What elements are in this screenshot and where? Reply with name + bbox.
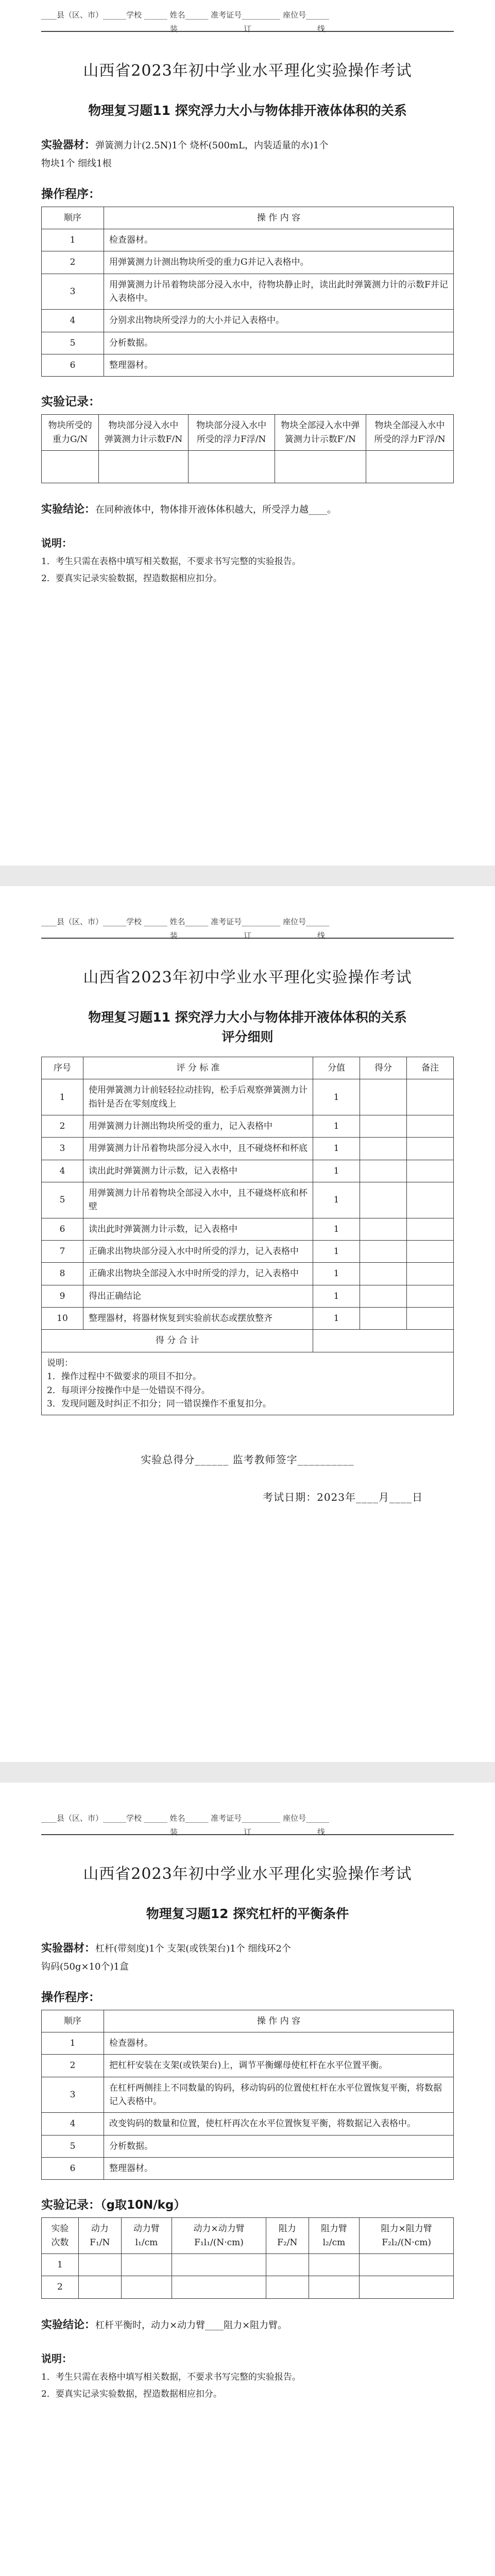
step-number: 4: [42, 2113, 104, 2135]
conclusion-text: 在同种液体中，物体排开液体体积越大，所受浮力越____。: [95, 504, 336, 516]
table-row: [42, 1160, 454, 1182]
binding-mark: 装: [170, 1827, 178, 1837]
column-header: 实验次数: [42, 2218, 79, 2254]
column-header: 备注: [407, 1057, 454, 1079]
data-cell[interactable]: [266, 2276, 309, 2298]
column-header: 动力臂l₁/cm: [121, 2218, 172, 2254]
column-header: 序号: [42, 1057, 83, 1079]
step-text: 把杠杆安装在支架(或铁架台)上，调节平衡螺母使杠杆在水平位置平衡。: [104, 2055, 454, 2077]
note-line: 1．操作过程中不做要求的项目不扣分。: [47, 1371, 201, 1382]
points: 1: [313, 1115, 360, 1138]
step-number: 3: [42, 274, 104, 310]
column-header: 操 作 内 容: [104, 207, 454, 229]
binding-marks: [170, 23, 325, 34]
equipment-text: 弹簧测力计(2.5N)1个 烧杯(500mL，内装适量的水)1个: [95, 140, 329, 151]
title-line: 物理复习题11 探究浮力大小与物体排开液体体积的关系: [88, 1010, 407, 1025]
binding-mark: 装: [170, 24, 178, 33]
step-text: 用弹簧测力计吊着物块部分浸入水中，待物块静止时，读出此时弹簧测力计的示数F并记入表格中。: [104, 274, 454, 310]
step-text: 在杠杆两侧挂上不同数量的钩码，移动钩码的位置使杠杆在水平位置恢复平衡，将数据记入表格中。: [104, 2077, 454, 2113]
criterion: 用弹簧测力计吊着物块全部浸入水中，且不碰烧杯底和杯壁: [83, 1182, 313, 1218]
data-cell[interactable]: [360, 2276, 454, 2298]
binding-marks: [170, 930, 325, 941]
data-cell[interactable]: [121, 2276, 172, 2298]
score-cell[interactable]: [360, 1263, 407, 1285]
criterion: 用弹簧测力计吊着物块部分浸入水中，且不碰烧杯和杯底: [83, 1138, 313, 1160]
row-number: 2: [42, 1115, 83, 1138]
remark-cell[interactable]: [407, 1115, 454, 1138]
column-header: 顺序: [42, 2010, 104, 2032]
candidate-info-fields: ____县（区、市）______学校 ______ 姓名______ 准考证号__________ 座位号______: [41, 1814, 330, 1823]
table-row: [42, 2077, 454, 2113]
table-row: [42, 251, 454, 274]
column-header: 阻力×阻力臂F₂l₂/(N·cm): [360, 2218, 454, 2254]
column-header: 操 作 内 容: [104, 2010, 454, 2032]
points: 1: [313, 1263, 360, 1285]
notes-row: [42, 1352, 454, 1415]
table-row: [42, 310, 454, 332]
page-header: [41, 0, 454, 32]
score-cell[interactable]: [360, 1308, 407, 1330]
exam-title: 山西省2023年初中学业水平理化实验操作考试: [83, 969, 412, 987]
step-number: 5: [42, 2135, 104, 2157]
equipment-text: 钩码(50g×10个)1盒: [41, 1961, 129, 1973]
binding-mark: 线: [317, 931, 325, 940]
procedure-label: 操作程序：: [41, 1990, 100, 2004]
points: 1: [313, 1285, 360, 1307]
trial-number: 2: [42, 2276, 79, 2298]
row-number: 10: [42, 1308, 83, 1330]
column-header: 顺序: [42, 207, 104, 229]
record-label: 实验记录：: [41, 395, 100, 409]
score-cell[interactable]: [360, 1241, 407, 1263]
row-number: 9: [42, 1285, 83, 1307]
note-line: 3．发现问题及时纠正不扣分；同一错误操作不重复扣分。: [47, 1398, 271, 1409]
table-row: [42, 2157, 454, 2179]
title-line: 评分细则: [221, 1029, 274, 1044]
data-cell[interactable]: [42, 451, 99, 483]
remark-cell[interactable]: [407, 1138, 454, 1160]
data-cell[interactable]: [172, 2276, 266, 2298]
points: 1: [313, 1160, 360, 1182]
binding-marks: [170, 1826, 325, 1837]
table-row: [42, 1241, 454, 1263]
equipment-block: [41, 135, 454, 173]
table-row: [42, 332, 454, 354]
score-cell[interactable]: [360, 1218, 407, 1240]
trial-number: 1: [42, 2254, 79, 2276]
step-text: 分析数据。: [104, 332, 454, 354]
experiment-title: 物理复习题12 探究杠杆的平衡条件: [146, 1906, 349, 1921]
row-number: 3: [42, 1138, 83, 1160]
step-text: 整理器材。: [104, 354, 454, 376]
procedure-table: [41, 207, 454, 377]
step-number: 4: [42, 310, 104, 332]
total-label: 得 分 合 计: [42, 1330, 313, 1352]
candidate-info-fields: ____县（区、市）______学校 ______ 姓名______ 准考证号__________ 座位号______: [41, 917, 330, 926]
column-header: 物块所受的重力G/N: [42, 415, 99, 451]
page-separator: [0, 1762, 495, 1783]
data-cell[interactable]: [266, 2254, 309, 2276]
step-number: 2: [42, 2055, 104, 2077]
step-text: 分析数据。: [104, 2135, 454, 2157]
binding-mark: 订: [243, 1827, 251, 1837]
column-header: 物块全部浸入水中所受的浮力F′浮/N: [366, 415, 454, 451]
data-cell[interactable]: [99, 451, 188, 483]
column-header: 动力F₁/N: [78, 2218, 121, 2254]
binding-mark: 订: [243, 24, 251, 33]
data-cell[interactable]: [121, 2254, 172, 2276]
exam-title: 山西省2023年初中学业水平理化实验操作考试: [83, 1865, 412, 1883]
criterion: 得出正确结论: [83, 1285, 313, 1307]
page-separator: [0, 866, 495, 886]
table-row: [42, 2276, 454, 2298]
points: 1: [313, 1079, 360, 1115]
remark-cell[interactable]: [407, 1285, 454, 1307]
column-header: 得分: [360, 1057, 407, 1079]
row-number: 4: [42, 1160, 83, 1182]
step-text: 检查器材。: [104, 229, 454, 251]
criterion: 使用弹簧测力计前轻轻拉动挂钩，松手后观察弹簧测力计指针是否在零刻度线上: [83, 1079, 313, 1115]
column-header: 分值: [313, 1057, 360, 1079]
remark-cell[interactable]: [407, 1079, 454, 1115]
column-header: 评 分 标 准: [83, 1057, 313, 1079]
remark-cell[interactable]: [407, 1218, 454, 1240]
step-number: 2: [42, 251, 104, 274]
criterion: 正确求出物块部分浸入水中时所受的浮力，记入表格中: [83, 1241, 313, 1263]
note-line: 2．每项评分按操作中是一处错误不得分。: [47, 1385, 210, 1396]
total-cell[interactable]: [313, 1330, 454, 1352]
criterion: 整理器材，将器材恢复到实验前状态或摆放整齐: [83, 1308, 313, 1330]
column-header: 动力×动力臂F₁l₁/(N·cm): [172, 2218, 266, 2254]
note-line: 1．考生只需在表格中填写相关数据，不要求书写完整的实验报告。: [41, 556, 301, 567]
table-row: [42, 2032, 454, 2054]
equipment-block: [41, 1938, 454, 1976]
points: 1: [313, 1241, 360, 1263]
equipment-label: 实验器材：: [41, 138, 95, 151]
data-cell[interactable]: [172, 2254, 266, 2276]
record-label: 实验记录：（g取10N/kg）: [41, 2198, 186, 2212]
note-line: 2．要真实记录实验数据，捏造数据相应扣分。: [41, 2388, 222, 2399]
conclusion: [41, 2316, 454, 2332]
table-row: [42, 2055, 454, 2077]
data-cell[interactable]: [275, 451, 366, 483]
table-row: [42, 2254, 454, 2276]
step-text: 用弹簧测力计测出物块所受的重力G并记入表格中。: [104, 251, 454, 274]
criterion: 读出此时弹簧测力计示数，记入表格中: [83, 1218, 313, 1240]
equipment-label: 实验器材：: [41, 1941, 95, 1954]
row-number: 6: [42, 1218, 83, 1240]
row-number: 1: [42, 1079, 83, 1115]
exam-title: 山西省2023年初中学业水平理化实验操作考试: [83, 62, 412, 80]
binding-mark: 订: [243, 931, 251, 940]
note-label: 说明：: [41, 537, 72, 550]
table-row: [42, 1285, 454, 1307]
total-row: [42, 1330, 454, 1352]
step-number: 5: [42, 332, 104, 354]
conclusion: [41, 501, 454, 516]
equipment-text: 物块1个 细线1根: [41, 158, 112, 170]
step-text: 检查器材。: [104, 2032, 454, 2054]
data-cell[interactable]: [360, 2254, 454, 2276]
notes-cell: [42, 1352, 454, 1415]
procedure-label: 操作程序：: [41, 187, 100, 201]
table-row: [42, 1138, 454, 1160]
binding-mark: 线: [317, 24, 325, 33]
criterion: 正确求出物块全部浸入水中时所受的浮力，记入表格中: [83, 1263, 313, 1285]
signature-line: 实验总得分______ 监考教师签字__________: [141, 1453, 354, 1466]
step-number: 1: [42, 229, 104, 251]
score-cell[interactable]: [360, 1182, 407, 1218]
step-text: 改变钩码的数量和位置，使杠杆再次在水平位置恢复平衡，将数据记入表格中。: [104, 2113, 454, 2135]
table-row: [42, 354, 454, 376]
table-row: [42, 274, 454, 310]
page-1: [0, 0, 495, 866]
criterion: 读出此时弹簧测力计示数，记入表格中: [83, 1160, 313, 1182]
equipment-text: 杠杆(带刻度)1个 支架(或铁架台)1个 细线环2个: [95, 1943, 291, 1954]
binding-mark: 线: [317, 1827, 325, 1837]
step-text: 分别求出物块所受浮力的大小并记入表格中。: [104, 310, 454, 332]
score-cell[interactable]: [360, 1160, 407, 1182]
candidate-info-fields: ____县（区、市）______学校 ______ 姓名______ 准考证号__________ 座位号______: [41, 10, 330, 20]
table-row: [42, 1115, 454, 1138]
data-cell[interactable]: [309, 2254, 360, 2276]
remark-cell[interactable]: [407, 1263, 454, 1285]
note-line: 1．考生只需在表格中填写相关数据，不要求书写完整的实验报告。: [41, 2371, 301, 2382]
data-cell[interactable]: [188, 451, 275, 483]
data-cell[interactable]: [366, 451, 454, 483]
binding-mark: 装: [170, 931, 178, 940]
experiment-title: 物理复习题11 探究浮力大小与物体排开液体体积的关系: [88, 103, 407, 118]
column-header: 阻力臂l₂/cm: [309, 2218, 360, 2254]
table-row: [42, 1079, 454, 1115]
step-number: 3: [42, 2077, 104, 2113]
record-table: [41, 2217, 454, 2298]
page-header: [41, 907, 454, 939]
score-cell[interactable]: [360, 1138, 407, 1160]
page-3: [0, 1783, 495, 2576]
criterion: 用弹簧测力计测出物块所受的重力，记入表格中: [83, 1115, 313, 1138]
procedure-table: [41, 2010, 454, 2180]
page-2: [0, 886, 495, 1762]
remark-cell[interactable]: [407, 1182, 454, 1218]
table-row: [42, 1308, 454, 1330]
points: 1: [313, 1138, 360, 1160]
record-table: [41, 414, 454, 483]
row-number: 8: [42, 1263, 83, 1285]
row-number: 7: [42, 1241, 83, 1263]
column-header: 物块部分浸入水中弹簧测力计示数F/N: [99, 415, 188, 451]
points: 1: [313, 1182, 360, 1218]
table-row: [42, 451, 454, 483]
score-cell[interactable]: [360, 1079, 407, 1115]
column-header: 物块全部浸入水中弹簧测力计示数F′/N: [275, 415, 366, 451]
remark-cell[interactable]: [407, 1241, 454, 1263]
table-row: [42, 229, 454, 251]
row-number: 5: [42, 1182, 83, 1218]
step-number: 6: [42, 354, 104, 376]
score-cell[interactable]: [360, 1115, 407, 1138]
page-header: [41, 1803, 454, 1835]
step-text: 整理器材。: [104, 2157, 454, 2179]
conclusion-text: 杠杆平衡时，动力×动力臂____阻力×阻力臂。: [95, 2319, 287, 2331]
note-label: 说明：: [41, 2352, 72, 2365]
table-row: [42, 1218, 454, 1240]
points: 1: [313, 1218, 360, 1240]
score-cell[interactable]: [360, 1285, 407, 1307]
conclusion-label: 实验结论：: [41, 503, 95, 516]
table-row: [42, 1182, 454, 1218]
scoring-table: [41, 1057, 454, 1415]
remark-cell[interactable]: [407, 1308, 454, 1330]
data-cell[interactable]: [309, 2276, 360, 2298]
data-cell[interactable]: [78, 2254, 121, 2276]
step-number: 1: [42, 2032, 104, 2054]
note-line: 2．要真实记录实验数据，捏造数据相应扣分。: [41, 573, 222, 584]
table-row: [42, 1263, 454, 1285]
remark-cell[interactable]: [407, 1160, 454, 1182]
column-header: 阻力F₂/N: [266, 2218, 309, 2254]
data-cell[interactable]: [78, 2276, 121, 2298]
step-number: 6: [42, 2157, 104, 2179]
experiment-title: [41, 1008, 454, 1046]
note-line: 说明：: [47, 1358, 73, 1368]
conclusion-label: 实验结论：: [41, 2318, 95, 2331]
table-row: [42, 2113, 454, 2135]
column-header: 物块部分浸入水中所受的浮力F浮/N: [188, 415, 275, 451]
table-row: [42, 2135, 454, 2157]
exam-date-line: 考试日期：2023年____月____日: [263, 1491, 423, 1504]
points: 1: [313, 1308, 360, 1330]
